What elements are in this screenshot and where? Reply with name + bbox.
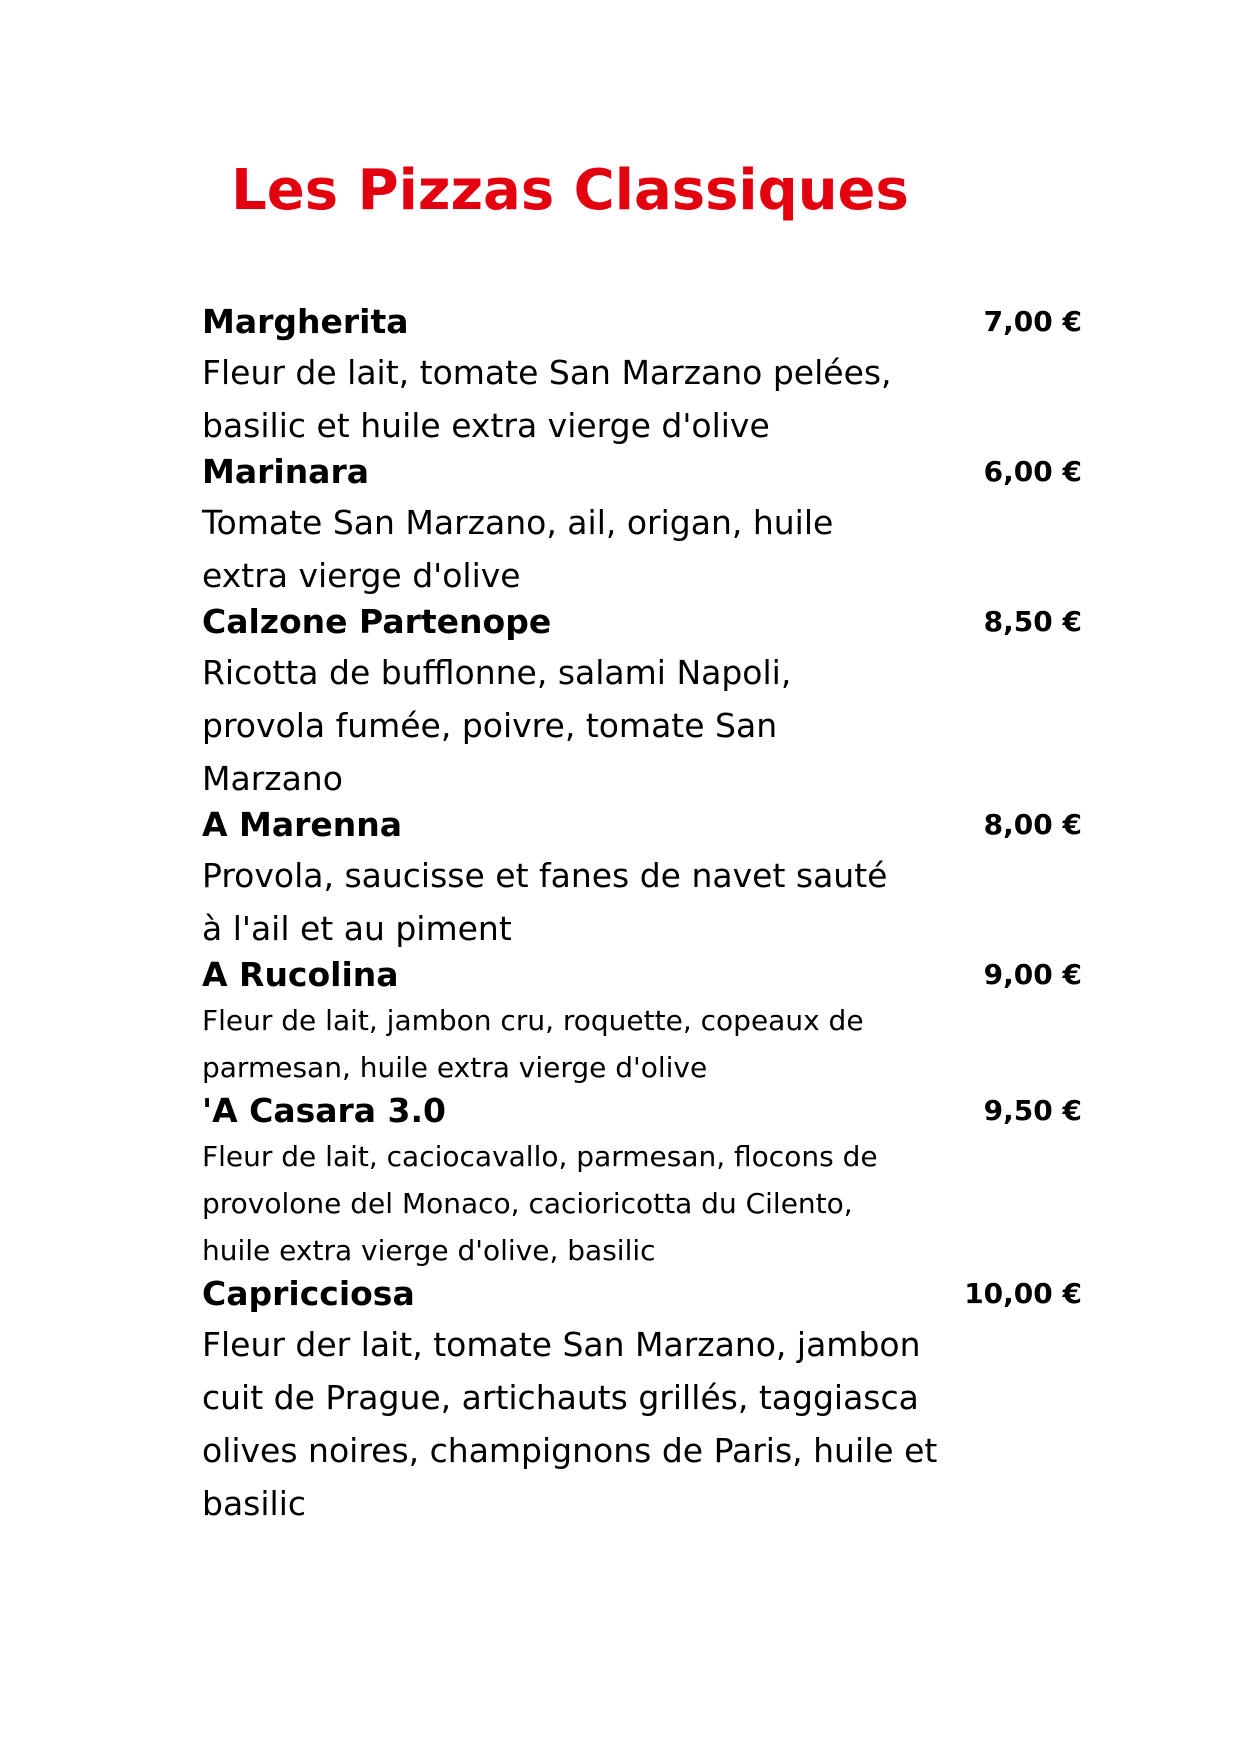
- menu-item-a-marenna: [202, 805, 1082, 955]
- item-name: Marinara: [202, 452, 369, 491]
- menu-item-margherita: [202, 302, 1082, 452]
- item-price: 7,00 €: [983, 305, 1082, 338]
- item-price: 6,00 €: [983, 455, 1082, 488]
- item-description: Fleur de lait, jambon cru, roquette, copeaux de parmesan, huile extra vierge d'olive: [202, 1004, 864, 1084]
- item-price: 9,50 €: [983, 1094, 1082, 1127]
- item-description: Fleur der lait, tomate San Marzano, jambon cuit de Prague, artichauts grillés, taggiasca olives noires, champignons de Paris, huile et basilic: [202, 1325, 938, 1523]
- item-price: 8,50 €: [983, 605, 1082, 638]
- item-description: Fleur de lait, tomate San Marzano pelées, basilic et huile extra vierge d'olive: [202, 353, 892, 445]
- item-name: Margherita: [202, 302, 409, 341]
- item-price: 10,00 €: [964, 1277, 1082, 1310]
- menu-item-calzone-partenope: [202, 602, 1082, 805]
- page-title: Les Pizzas Classiques: [231, 158, 909, 223]
- item-price: 9,00 €: [983, 958, 1082, 991]
- menu-item-capricciosa: [202, 1274, 1082, 1530]
- item-description: Tomate San Marzano, ail, origan, huile extra vierge d'olive: [202, 503, 834, 595]
- menu-item-marinara: [202, 452, 1082, 602]
- item-description: Provola, saucisse et fanes de navet sauté à l'ail et au piment: [202, 856, 888, 948]
- item-name: A Marenna: [202, 805, 403, 844]
- menu-item-a-casara: [202, 1091, 1082, 1274]
- item-name: A Rucolina: [202, 955, 399, 994]
- item-description: Fleur de lait, caciocavallo, parmesan, flocons de provolone del Monaco, cacioricotta du Cilento, huile extra vierge d'olive, basilic: [202, 1140, 878, 1267]
- pizza-menu-list: [202, 302, 1082, 1530]
- item-name: Calzone Partenope: [202, 602, 552, 641]
- item-description: Ricotta de bufflonne, salami Napoli, provola fumée, poivre, tomate San Marzano: [202, 653, 792, 798]
- item-name: Capricciosa: [202, 1274, 415, 1313]
- item-name: 'A Casara 3.0: [202, 1091, 447, 1130]
- item-price: 8,00 €: [983, 808, 1082, 841]
- menu-item-a-rucolina: [202, 955, 1082, 1091]
